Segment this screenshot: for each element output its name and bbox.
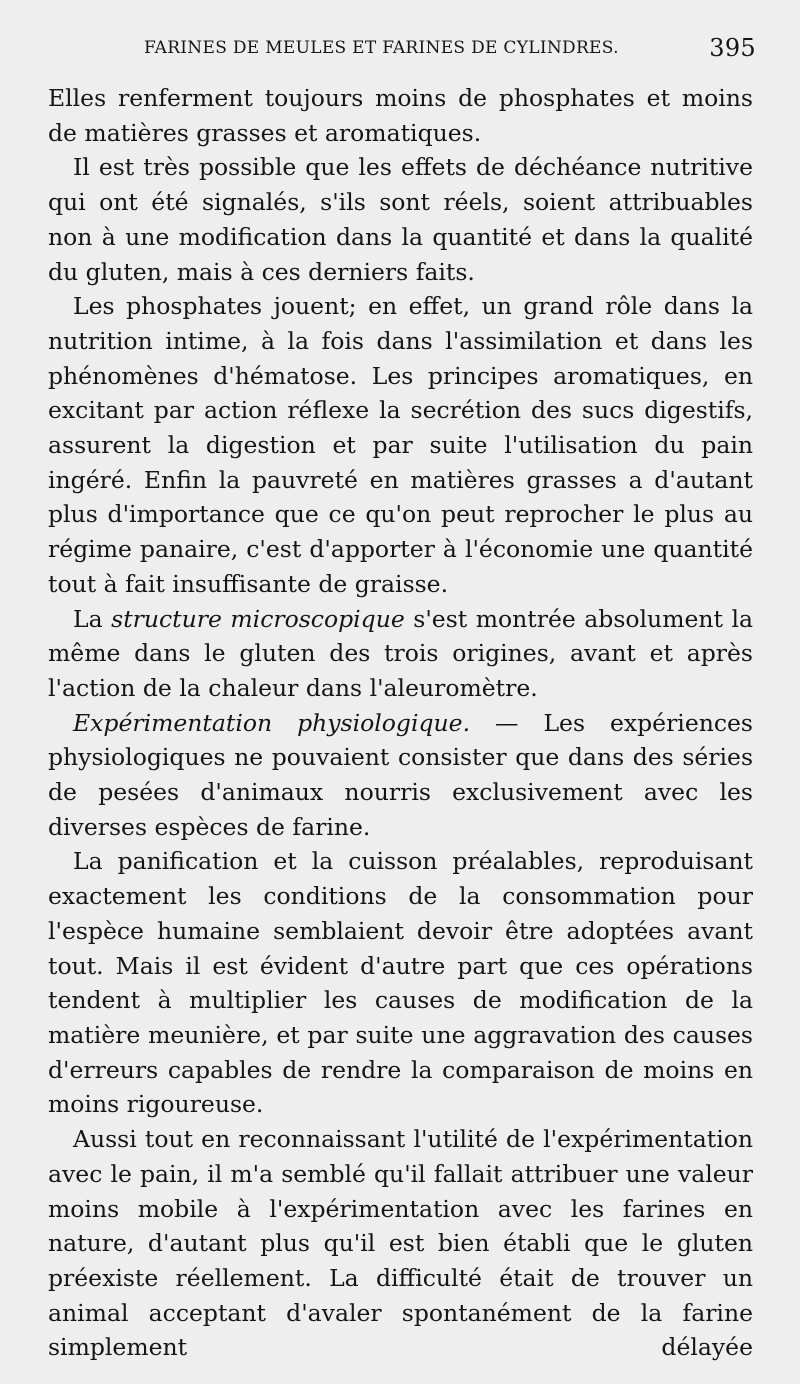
paragraph-3: Les phosphates jouent; en effet, un grand rôle dans la nutrition intime, à la fois dans l'assimilation et dans les phénomènes d'hématose. Les principes aromatiques, en excitant par action réflexe la secrétion des sucs digestifs, assurent la digestion et par suite l'utilisation du pain ingéré. Enfin la pauvreté en matières grasses a d'autant plus d'importance que ce qu'on peut reprocher le plus au régime panaire, c'est d'apporter à l'économie une quantité tout à fait insuffisante de graisse. bbox=[48, 292, 753, 598]
running-title: FARINES DE MEULES ET FARINES DE CYLINDRES. bbox=[144, 38, 619, 58]
paragraph-4-rest: s'est montrée absolument la même dans le gluten des trois origines, avant et après l'action de la chaleur dans l'aleuromètre. bbox=[48, 604, 753, 702]
paragraph-6: La panification et la cuisson préalables, reproduisant exactement les conditions de la consommation pour l'espèce humaine semblaient devoir être adoptées avant tout. Mais il est évident d'autre part que ces opérations tendent à multiplier les causes de modification de la matière meunière, et par suite une aggravation des causes d'erreurs capables de rendre la comparaison de moins en moins rigoureuse. bbox=[48, 847, 753, 1119]
paragraph-5-rest: — Les expériences physiologiques ne pouvaient consister que dans des séries de pesées d'animaux nourris exclusivement avec les diverses espèces de farine. bbox=[48, 708, 753, 841]
paragraph-7: Aussi tout en reconnaissant l'utilité de l'expérimentation avec le pain, il m'a semblé qu'il fallait attribuer une valeur moins mobile à l'expérimentation avec les farines en nature, d'autant plus qu'il est bien établi que le gluten préexiste réellement. La difficulté était de trouver un animal acceptant d'avaler spontanément de la farine simplement délayée bbox=[48, 1125, 753, 1362]
running-head bbox=[48, 34, 758, 78]
page-number: 395 bbox=[709, 34, 756, 62]
paragraph-5 bbox=[48, 706, 753, 845]
paragraph-2: Il est très possible que les effets de déchéance nutritive qui ont été signalés, s'ils sont réels, soient attribuables non à une modification dans la quantité et dans la qualité du gluten, mais à ces derniers faits. bbox=[48, 153, 753, 286]
paragraph-4 bbox=[48, 602, 753, 706]
paragraph-1: Elles renferment toujours moins de phosphates et moins de matières grasses et aromatiques. bbox=[48, 84, 753, 147]
italic-term: structure microscopique bbox=[111, 604, 405, 633]
paragraph-4-lead: La bbox=[73, 604, 103, 633]
body-text bbox=[48, 81, 753, 1365]
section-heading-inline: Expérimentation physiologique. bbox=[73, 708, 471, 737]
